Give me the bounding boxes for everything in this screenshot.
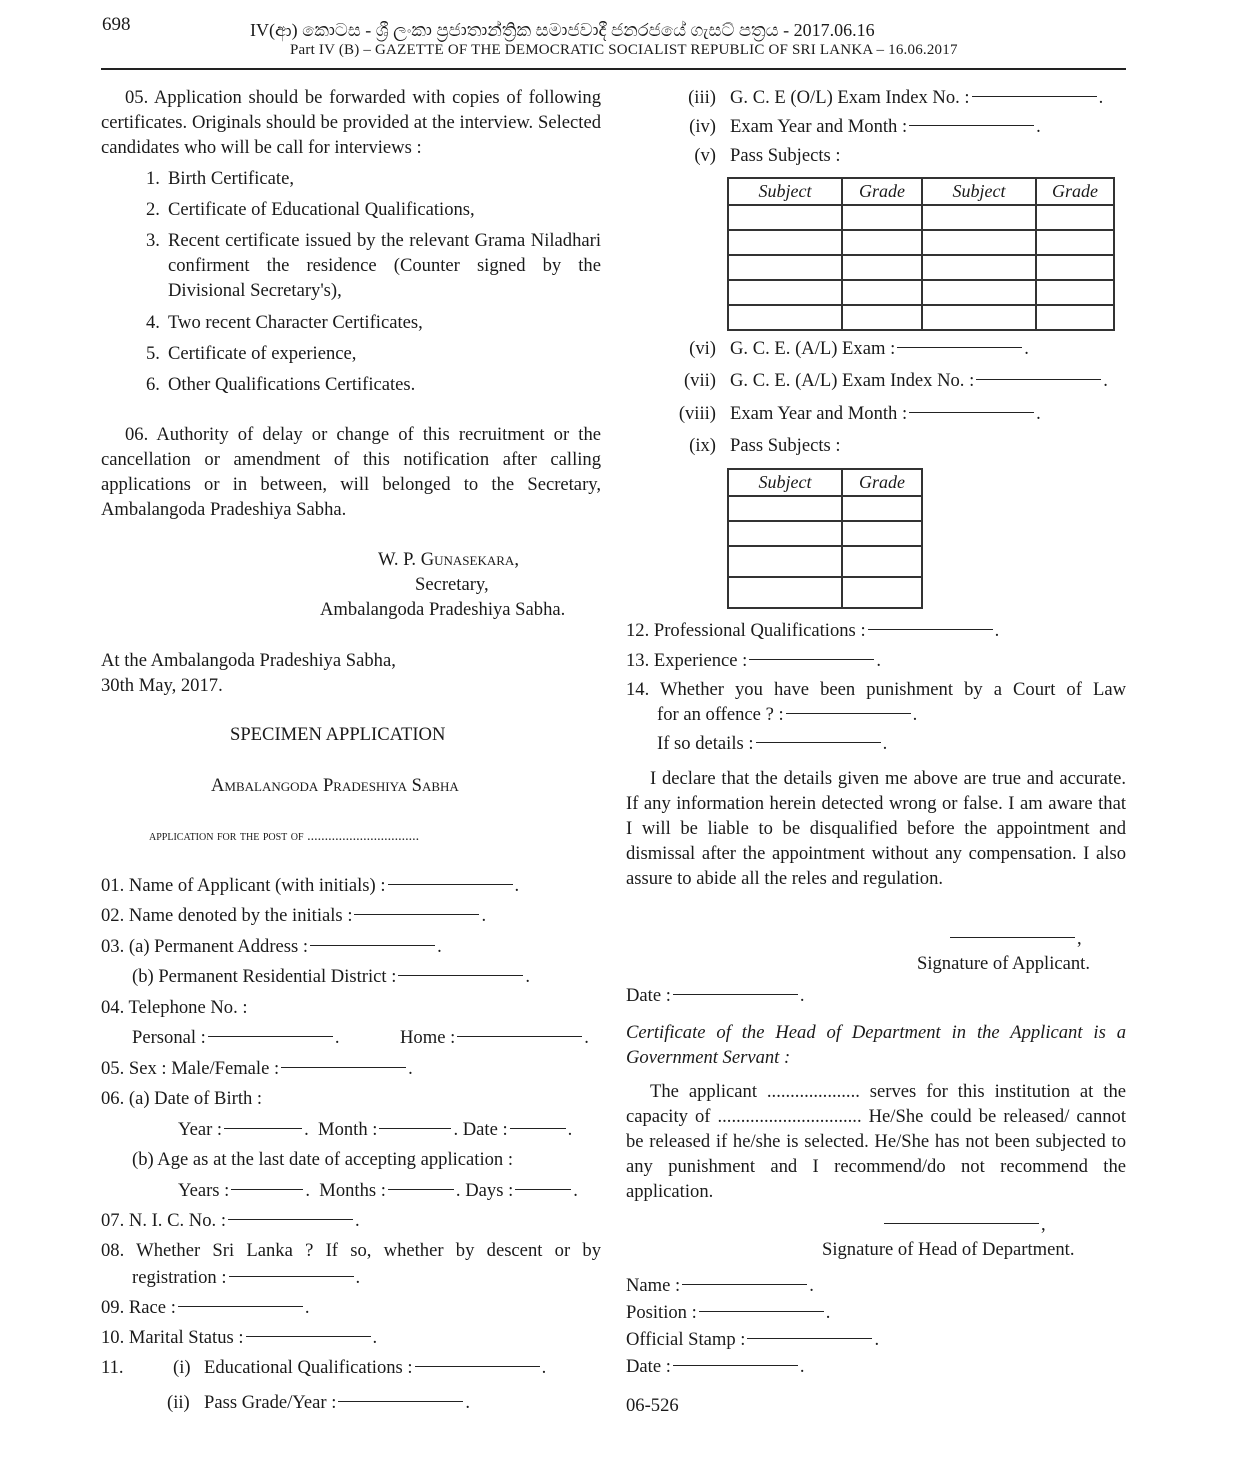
field-label: 05. Sex : Male/Female :	[101, 1058, 280, 1079]
gazette-header-english: Part IV (B) – GAZETTE OF THE DEMOCRATIC SOCIALIST REPUBLIC OF SRI LANKA – 16.06.2017	[290, 42, 958, 58]
field-11-ii	[204, 1390, 470, 1415]
list-number: 1.	[146, 168, 160, 189]
blank-line	[749, 659, 874, 660]
field-13	[626, 648, 881, 673]
list-item: Certificate of Educational Qualifications,	[168, 199, 475, 220]
field-12	[626, 618, 999, 643]
blank-line	[976, 379, 1101, 380]
dot: .	[809, 1275, 814, 1296]
table-header-row	[728, 178, 1114, 205]
field-label: Exam Year and Month :	[730, 403, 908, 424]
table-row	[728, 577, 922, 608]
field-11-ii-number: (ii)	[167, 1392, 190, 1413]
issue-date: 30th May, 2017.	[101, 675, 223, 696]
field-02	[101, 903, 486, 928]
certificate-heading: Certificate of the Head of Department in the Applicant is a Government Servant :	[626, 1022, 1126, 1068]
comma: ,	[1077, 928, 1082, 949]
dot: .	[455, 1180, 461, 1201]
field-label: Position :	[626, 1302, 697, 1323]
blank-line	[228, 1219, 353, 1220]
blank-line	[909, 125, 1034, 126]
blank-line	[388, 1189, 454, 1190]
post-line: application for the post of ................................	[149, 829, 420, 844]
field-14b	[657, 702, 917, 727]
field-04: 04. Telephone No. :	[101, 997, 248, 1018]
field-09	[101, 1295, 310, 1320]
blank-line	[972, 96, 1097, 97]
field-label: 10. Marital Status :	[101, 1327, 244, 1348]
field-14: 14. Whether you have been punishment by a Court of Law	[626, 679, 1126, 700]
dot: .	[355, 1267, 361, 1288]
field-06b: (b) Age as at the last date of accepting application :	[132, 1149, 514, 1170]
blank-line	[909, 412, 1034, 413]
dot: .	[304, 1119, 309, 1140]
dot: .	[994, 620, 1000, 641]
blank-line	[868, 629, 993, 630]
organization-title: Ambalangoda Pradeshiya Sabha	[211, 775, 459, 796]
footer-code: 06-526	[626, 1395, 679, 1416]
field-label: 07. N. I. C. No. :	[101, 1210, 226, 1231]
dot: .	[1098, 87, 1104, 108]
blank-line	[950, 937, 1075, 938]
table-header: Subject	[728, 469, 842, 496]
blank-line	[415, 1366, 540, 1367]
signatory-name: W. P. Gunasekara,	[378, 549, 519, 570]
blank-line	[281, 1067, 406, 1068]
field-label: (b) Permanent Residential District :	[132, 966, 397, 987]
month-label: Month :	[318, 1119, 378, 1140]
applicant-signature-label: Signature of Applicant.	[917, 953, 1090, 974]
list-number: 5.	[146, 343, 160, 364]
dot: .	[1036, 116, 1041, 137]
field-vi	[730, 336, 1029, 361]
field-label: G. C. E. (A/L) Exam Index No. :	[730, 370, 975, 391]
field-iii	[730, 85, 1103, 110]
year-label: Year :	[178, 1119, 223, 1140]
dot: .	[437, 936, 442, 957]
field-label: Date :	[626, 1356, 671, 1377]
blank-line	[682, 1284, 807, 1285]
list-number: 3.	[146, 230, 160, 251]
blank-line	[786, 713, 911, 714]
date-label: Date :	[462, 1119, 508, 1140]
field-v: Pass Subjects :	[730, 145, 841, 166]
table-header: Grade	[842, 178, 922, 205]
table-row	[728, 205, 1114, 230]
dot: .	[876, 650, 881, 671]
signatory-title: Secretary,	[415, 574, 489, 595]
field-06-age-row	[178, 1178, 578, 1203]
dot: .	[525, 966, 531, 987]
table-header: Subject	[922, 178, 1036, 205]
table-header-row	[728, 469, 922, 496]
field-label: 12. Professional Qualifications :	[626, 620, 866, 641]
applicant-signature-line	[948, 926, 1082, 951]
blank-line	[756, 742, 881, 743]
blank-line	[229, 1276, 354, 1277]
field-08b	[132, 1265, 360, 1290]
dot: .	[408, 1058, 413, 1079]
item-number: (vi)	[689, 338, 716, 359]
list-item: Recent certificate issued by the relevant Grama Niladhari confirment the residence (Counter signed by the Divisional Secretary's),	[168, 230, 601, 301]
field-08: 08. Whether Sri Lanka ? If so, whether by descent or by	[101, 1240, 601, 1261]
blank-line	[224, 1128, 302, 1129]
list-item: Other Qualifications Certificates.	[168, 374, 416, 395]
days-label: Days :	[465, 1180, 514, 1201]
list-number: 2.	[146, 199, 160, 220]
blank-line	[897, 347, 1022, 348]
field-label: 03. (a) Permanent Address :	[101, 936, 309, 957]
blank-line	[310, 945, 435, 946]
dot: .	[355, 1210, 360, 1231]
field-ix: Pass Subjects :	[730, 435, 841, 456]
field-03b	[132, 964, 530, 989]
dot: .	[874, 1329, 880, 1350]
list-item: Two recent Character Certificates,	[168, 312, 423, 333]
field-label: G. C. E. (A/L) Exam :	[730, 338, 896, 359]
head-position	[626, 1300, 830, 1325]
blank-line	[673, 1365, 798, 1366]
table-header: Grade	[842, 469, 922, 496]
field-label: Name :	[626, 1275, 681, 1296]
field-10	[101, 1325, 377, 1350]
field-01	[101, 873, 519, 898]
item-number: (iv)	[689, 116, 716, 137]
dot: .	[1024, 338, 1029, 359]
dot: .	[514, 875, 520, 896]
field-label: Home :	[400, 1027, 456, 1048]
dot: .	[1103, 370, 1108, 391]
declaration: I declare that the details given me above are true and accurate. If any information herein detected wrong or false. I am aware that I will be liable to be disqualified before the appointment and dismissal after the appointment without any compensation. I also assure to abide all the reles and regulation.	[626, 768, 1126, 889]
field-label: 01. Name of Applicant (with initials) :	[101, 875, 386, 896]
head-signature-line	[882, 1212, 1046, 1237]
item-number: (v)	[694, 145, 716, 166]
list-number: 6.	[146, 374, 160, 395]
table-row	[728, 521, 922, 546]
blank-line	[379, 1128, 451, 1129]
field-label: registration :	[132, 1267, 227, 1288]
months-label: Months :	[319, 1180, 386, 1201]
field-label: Exam Year and Month :	[730, 116, 908, 137]
dot: .	[1036, 403, 1041, 424]
dot: .	[453, 1119, 459, 1140]
field-label: 02. Name denoted by the initials :	[101, 905, 353, 926]
blank-line	[515, 1189, 571, 1190]
table-row	[728, 546, 922, 577]
field-label: Educational Qualifications :	[204, 1357, 413, 1378]
paragraph-05: 05. Application should be forwarded with copies of following certificates. Originals should be provided at the interview. Selected candidates who will be call for interviews :	[101, 87, 601, 158]
field-07	[101, 1208, 360, 1233]
blank-line	[354, 914, 479, 915]
list-number: 4.	[146, 312, 160, 333]
dot: .	[541, 1357, 547, 1378]
table-row	[728, 230, 1114, 255]
comma: ,	[1041, 1214, 1046, 1235]
dot: .	[882, 733, 888, 754]
field-14c	[657, 731, 887, 756]
dot: .	[372, 1327, 378, 1348]
head-date	[626, 1354, 805, 1379]
page-number: 698	[102, 14, 131, 35]
dot: .	[304, 1297, 310, 1318]
blank-line	[338, 1401, 463, 1402]
table-row	[728, 496, 922, 521]
field-06a: 06. (a) Date of Birth :	[101, 1088, 263, 1109]
signatory-organization: Ambalangoda Pradeshiya Sabha.	[320, 599, 566, 620]
table-row	[728, 305, 1114, 330]
blank-line	[231, 1189, 303, 1190]
field-11-i	[204, 1355, 546, 1380]
years-label: Years :	[178, 1180, 230, 1201]
dot: .	[465, 1392, 471, 1413]
issue-place: At the Ambalangoda Pradeshiya Sabha,	[101, 650, 396, 671]
field-label: 09. Race :	[101, 1297, 176, 1318]
dot: .	[825, 1302, 831, 1323]
blank-line	[246, 1336, 371, 1337]
head-name	[626, 1273, 814, 1298]
specimen-title: SPECIMEN APPLICATION	[230, 724, 446, 745]
blank-line	[747, 1338, 872, 1339]
dot: .	[305, 1180, 310, 1201]
item-number: (viii)	[678, 403, 716, 424]
field-label: If so details :	[657, 733, 754, 754]
applicant-date	[626, 983, 805, 1008]
table-header: Subject	[728, 178, 842, 205]
blank-line	[457, 1036, 582, 1037]
paragraph-06: 06. Authority of delay or change of this recruitment or the cancellation or amendment of this notification after calling applications or in between, will belonged to the Secretary, Ambalangoda Pradeshiya Sabha.	[101, 424, 601, 520]
certificate-text: The applicant .................... serves for this institution at the capacity of ............................... He/She could be released/ cannot be released if he/she is selected. He/She has not been subjected to any punishment and I recommend/do not recommend the application.	[626, 1081, 1126, 1202]
field-label: Pass Grade/Year :	[204, 1392, 337, 1413]
blank-line	[178, 1306, 303, 1307]
blank-line	[510, 1128, 566, 1129]
blank-line	[699, 1311, 824, 1312]
field-04-personal	[132, 1025, 340, 1050]
field-label: 13. Experience :	[626, 650, 748, 671]
field-03a	[101, 934, 442, 959]
dot: .	[567, 1119, 573, 1140]
field-11-number: 11.	[101, 1357, 124, 1378]
field-11-i-number: (i)	[173, 1357, 191, 1378]
item-number: (ix)	[689, 435, 716, 456]
table-row	[728, 280, 1114, 305]
table-header: Grade	[1036, 178, 1114, 205]
header-rule	[101, 68, 1126, 70]
dot: .	[481, 905, 487, 926]
blank-line	[398, 975, 523, 976]
list-item: Certificate of experience,	[168, 343, 357, 364]
al-results-table	[727, 468, 923, 609]
field-label: Date :	[626, 985, 671, 1006]
dot: .	[584, 1027, 589, 1048]
field-06-dob-row	[178, 1117, 572, 1142]
field-05	[101, 1056, 413, 1081]
ol-results-table	[727, 177, 1115, 331]
blank-line	[673, 994, 798, 995]
head-signature-label: Signature of Head of Department.	[822, 1239, 1075, 1260]
item-number: (vii)	[683, 370, 716, 391]
list-item: Birth Certificate,	[168, 168, 294, 189]
field-viii	[730, 401, 1041, 426]
dot: .	[799, 985, 805, 1006]
dot: .	[799, 1356, 805, 1377]
item-number: (iii)	[688, 87, 716, 108]
dot: .	[334, 1027, 340, 1048]
blank-line	[884, 1223, 1039, 1224]
field-label: Personal :	[132, 1027, 206, 1048]
field-04-home	[400, 1025, 589, 1050]
field-label: for an offence ? :	[657, 704, 784, 725]
table-row	[728, 255, 1114, 280]
field-label: G. C. E (O/L) Exam Index No. :	[730, 87, 970, 108]
dot: .	[912, 704, 918, 725]
blank-line	[208, 1036, 333, 1037]
field-iv	[730, 114, 1041, 139]
field-label: Official Stamp :	[626, 1329, 746, 1350]
field-vii	[730, 368, 1108, 393]
official-stamp	[626, 1327, 879, 1352]
gazette-header-sinhala: IV(ආ) කොටස - ශ්‍රී ලංකා ප්‍රජාතාන්ත්‍රික සමාජවාදී ජනරජයේ ගැසට් පත්‍රය - 2017.06.16	[250, 20, 875, 40]
blank-line	[388, 884, 513, 885]
dot: .	[573, 1180, 578, 1201]
